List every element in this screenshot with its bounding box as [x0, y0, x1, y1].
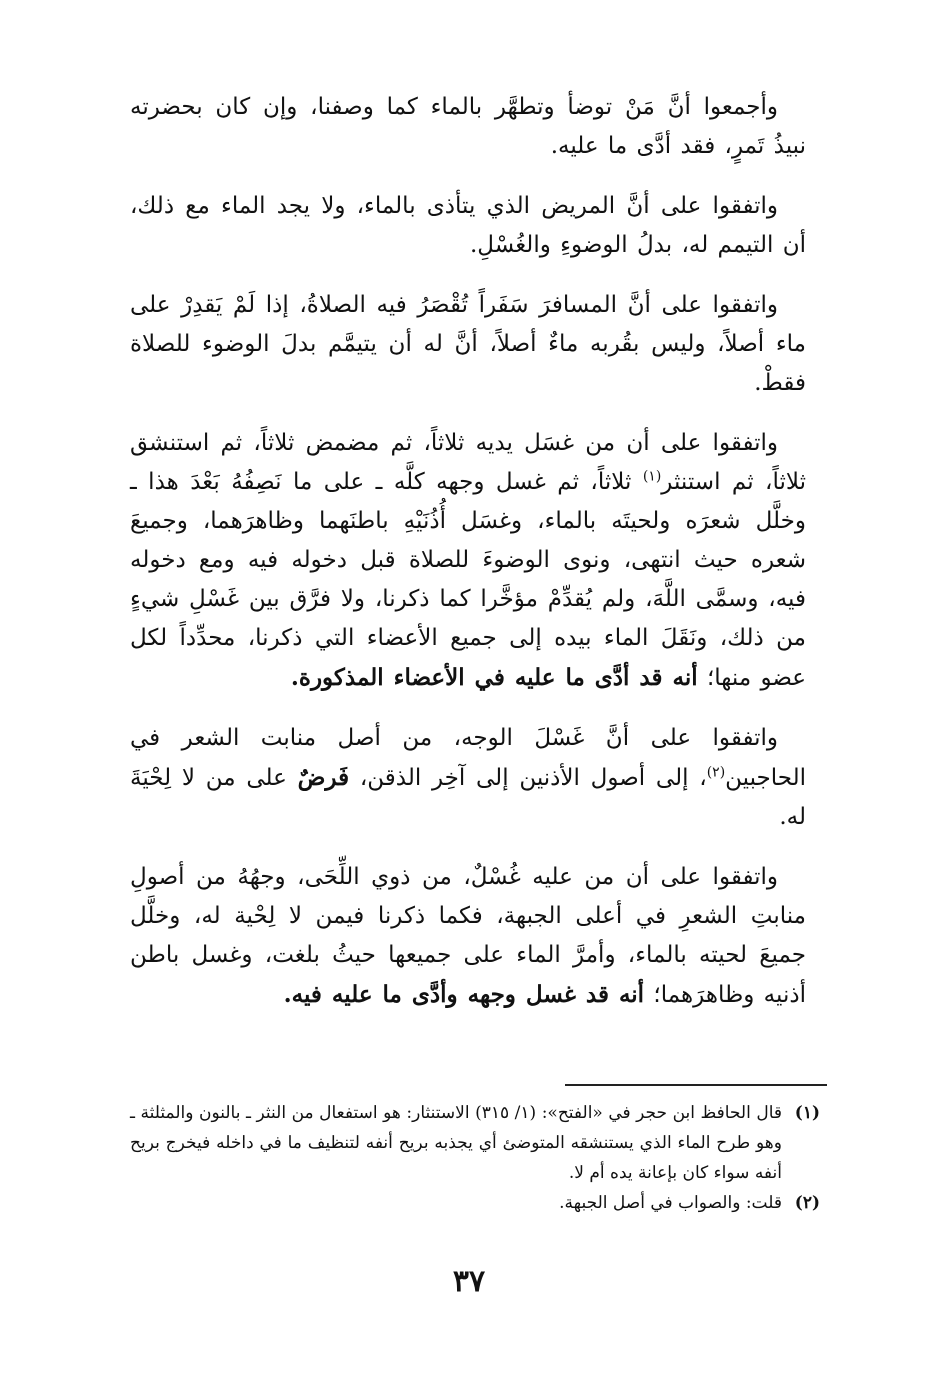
paragraph: [130, 719, 806, 837]
paragraph: [130, 88, 806, 166]
footnote-number: (١): [794, 1103, 820, 1123]
footnote: [130, 1188, 820, 1218]
text-segment: واتفقوا على أنَّ غَسْلَ الوجه، من أصل منابت الشعر في الحاجبين: [130, 725, 807, 791]
footnote-text: قلت: والصواب في أصل الجبهة.: [559, 1193, 782, 1213]
footnote-marker: (٢): [706, 764, 726, 781]
page-number: ٣٧: [452, 1264, 486, 1299]
bold-text: أنه قد غسل وجهه وأدَّى ما عليه فيه.: [283, 981, 645, 1008]
text-segment: واتفقوا على أن من عليه غُسْلٌ، من ذوي اللِّحَى، وجهُهُ من أصولِ منابتِ الشعرِ في أعلى الجبهة، فكما ذكرنا فيمن لا لِحْية له، وخلَّل جميعَ لحيته بالماء، وأمرَّ الماء على جميعها حيثُ بلغت، وغسل باطن أذنيه وظاهرَهما؛: [130, 864, 806, 1008]
text-segment: وأجمعوا أنَّ مَنْ توضأ وتطهَّر بالماء كما وصفنا، وإن كان بحضرته نبيذُ تَمرٍ، فقد أدَّى ما عليه.: [130, 94, 806, 159]
footnotes: [130, 1098, 820, 1218]
main-text: [130, 88, 806, 1015]
paragraph: [130, 424, 806, 698]
text-segment: على من لا لِحْيَةَ له.: [130, 765, 806, 830]
paragraph: [130, 286, 806, 403]
footnote-number: (٢): [794, 1193, 820, 1213]
paragraph: [130, 858, 806, 1015]
text-segment: ، إلى أصول الأذنين إلى آخِر الذقن،: [349, 765, 707, 791]
footnote-text: قال الحافظ ابن حجر في «الفتح»: (١/ ٣١٥) الاستنثار: هو استفعال من النثر ـ بالنون والمثلثة ـ وهو طرح الماء الذي يستنشقه المتوضئ أي يجذبه بريح أنفه لتنظيف ما في داخله فيخرج بريح أنفه سواء كان بإعانة يده أم لا.: [130, 1103, 782, 1183]
footnote: [130, 1098, 820, 1188]
footnote-marker: (١): [642, 468, 662, 485]
text-segment: واتفقوا على أنَّ المريض الذي يتأذى بالماء، ولا يجد الماء مع ذلك، أن التيمم له، بدلُ الوضوءِ والغُسْلِ.: [130, 193, 806, 258]
bold-text: فَرضٌ: [297, 764, 350, 791]
text-segment: واتفقوا على أن من غسَل يديه ثلاثاً، ثم مضمض ثلاثاً، ثم استنشق ثلاثاً، ثم استنثر: [130, 430, 806, 495]
paragraph: [130, 187, 806, 265]
text-segment: ثلاثاً، ثم غسل وجهه كلَّه ـ على ما نَصِفُهُ بَعْدَ هذا ـ وخلَّل شعرَه ولحيتَه بالماء، وغسَل أُذُنَيْهِ باطنَهما وظاهرَهما، وجميعَ شعره حيث انتهى، ونوى الوضوءَ للصلاة قبل دخوله فيه ومع دخوله فيه، وسمَّى اللَّهَ، ولم يُقدِّمْ مؤخَّرا كما ذكرنا، ولا فرَّق بين غَسْلِ شيءٍ من ذلك، ونَقَلَ الماء بيده إلى جميع الأعضاء التي ذكرنا، محدِّداً لكل عضو منها؛: [130, 469, 806, 691]
footnote-separator: [565, 1084, 827, 1086]
bold-text: أنه قد أدَّى ما عليه في الأعضاء المذكورة.: [290, 664, 698, 691]
text-segment: واتفقوا على أنَّ المسافرَ سَفَراً تُقْصَرُ فيه الصلاةُ، إذا لَمْ يَقدِرْ على ماء أصلاً، وليس بقُربه ماءٌ أصلاً، أنَّ له أن يتيمَّم بدلَ الوضوء للصلاة فقطْ.: [130, 292, 806, 396]
